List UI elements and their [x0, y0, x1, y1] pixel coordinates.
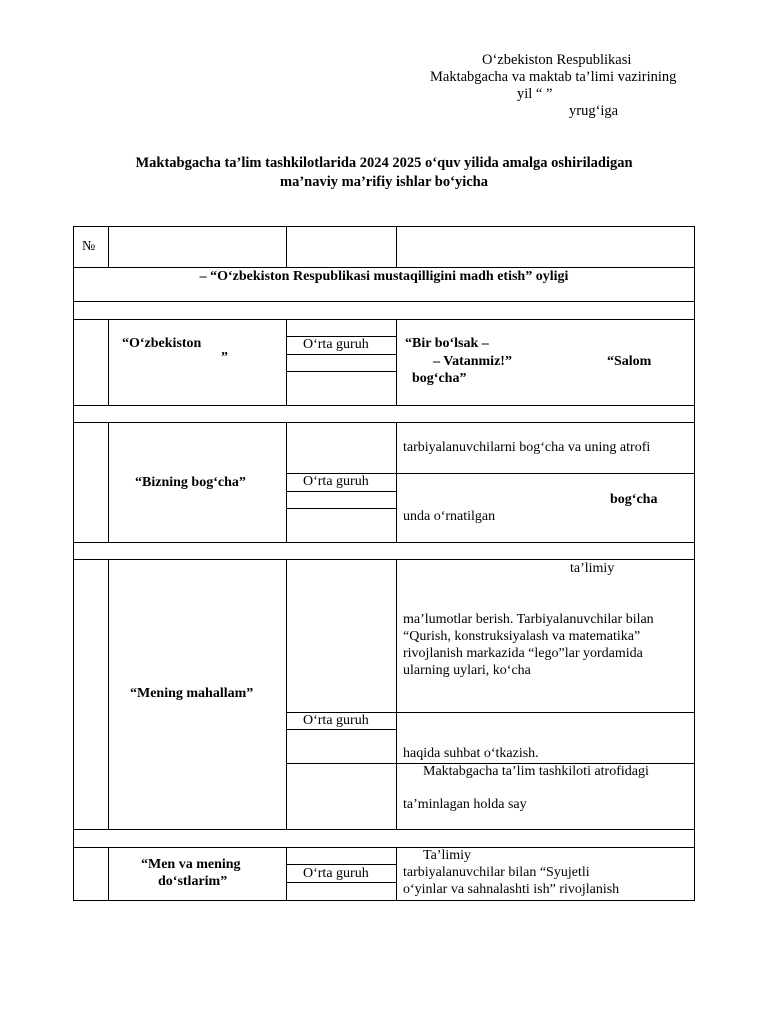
- header-line-1: O‘zbekiston Respublikasi: [482, 52, 632, 68]
- header-line-3: yil “ ”: [517, 86, 553, 102]
- topic-4-name-line-1: “Men va mening: [141, 857, 241, 872]
- topic-2-content-c: unda o‘rnatilgan: [403, 509, 496, 524]
- topic-1-name-line-1: “O‘zbekiston: [122, 336, 202, 351]
- topic-1-content-b: – Vatanmiz!”: [433, 354, 512, 369]
- topic-3-name: “Mening mahallam”: [130, 686, 254, 701]
- topic-2-name: “Bizning bog‘cha”: [135, 475, 246, 490]
- number-column-header: №: [82, 239, 96, 254]
- topic-3-content-a: ta’limiy: [570, 561, 615, 576]
- topic-3-content-g: Maktabgacha ta’lim tashkiloti atrofidagi: [423, 764, 649, 779]
- topic-2-content-b: bog‘cha: [610, 492, 658, 507]
- topic-4-name-line-2: do‘stlarim”: [158, 874, 228, 889]
- topic-4-group: O‘rta guruh: [303, 866, 369, 881]
- topic-3-content-c: “Qurish, konstruksiyalash va matematika”: [403, 629, 641, 644]
- topic-1-content-d: bog‘cha”: [412, 371, 467, 386]
- topic-3-content-e: ularning uylari, ko‘cha: [403, 663, 531, 678]
- header-line-4: yrug‘iga: [569, 103, 619, 119]
- header-line-2: Maktabgacha va maktab ta’limi vazirining: [430, 69, 677, 85]
- document-title-line-1: Maktabgacha ta’lim tashkilotlarida 2024 2025 o‘quv yilida amalga oshiriladigan: [135, 155, 633, 171]
- topic-1-name-line-2: ”: [221, 350, 228, 365]
- topic-3-content-b: ma’lumotlar berish. Tarbiyalanuvchilar bilan: [403, 612, 654, 627]
- topic-4-content-a: Ta’limiy: [423, 848, 472, 863]
- topic-3-content-f: haqida suhbat o‘tkazish.: [403, 746, 539, 761]
- topic-1-group: O‘rta guruh: [303, 337, 369, 352]
- topic-3-content-d: rivojlanish markazida “lego”lar yordamida: [403, 646, 643, 661]
- document-title-line-2: ma’naviy ma’rifiy ishlar bo‘yicha: [280, 174, 488, 190]
- topic-4-content-b: tarbiyalanuvchilar bilan “Syujetli: [403, 865, 590, 880]
- topic-3-content-h: ta’minlagan holda say: [403, 797, 527, 812]
- topic-3-group: O‘rta guruh: [303, 713, 369, 728]
- topic-1-content-c: “Salom: [607, 354, 652, 369]
- topic-2-content-a: tarbiyalanuvchilarni bog‘cha va uning atrofi: [403, 440, 651, 455]
- topic-2-group: O‘rta guruh: [303, 474, 369, 489]
- month-title: – “O‘zbekiston Respublikasi mustaqilligini madh etish” oyligi: [199, 269, 569, 284]
- activities-table: [73, 226, 695, 901]
- topic-1-content-a: “Bir bo‘lsak –: [405, 336, 489, 351]
- topic-4-content-c: o‘yinlar va sahnalashti ish” rivojlanish: [403, 882, 620, 897]
